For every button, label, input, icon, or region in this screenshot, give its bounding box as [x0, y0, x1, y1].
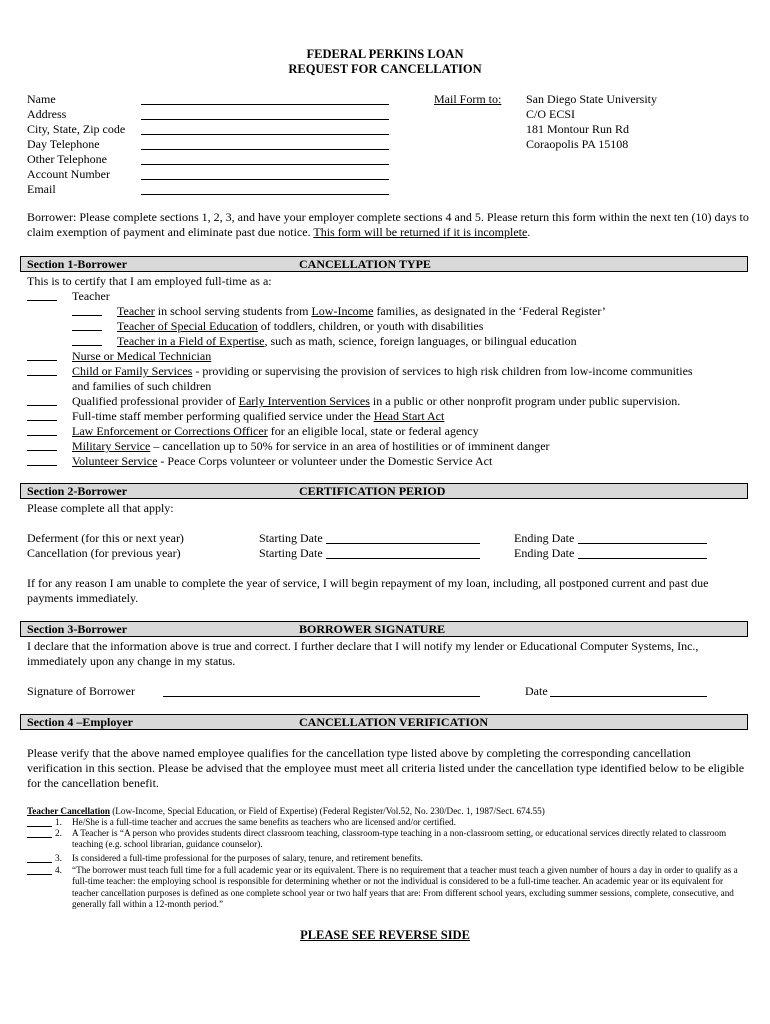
email-input-line[interactable]: [141, 194, 389, 195]
law-enforcement-blank[interactable]: [27, 435, 57, 436]
deferment-start-input[interactable]: [326, 543, 480, 544]
head-start-blank[interactable]: [27, 420, 57, 421]
criteria4-num: 4.: [55, 865, 62, 875]
cancellation-start-input[interactable]: [326, 558, 480, 559]
section3-title: BORROWER SIGNATURE: [299, 622, 446, 636]
field-label-address: Address: [27, 107, 67, 121]
criteria1-blank[interactable]: [27, 826, 52, 827]
deferment-label: Deferment (for this or next year): [27, 531, 184, 545]
field-label-name: Name: [27, 92, 56, 106]
day-phone-input-line[interactable]: [141, 149, 389, 150]
teacher-low-income-blank[interactable]: [72, 315, 102, 316]
mail-to-line3: 181 Montour Run Rd: [526, 122, 630, 136]
section3-declaration: I declare that the information above is true and correct. I further declare that I will notify my lender or Educational Computer Systems, Inc., immediately upon any change in my status.: [27, 639, 699, 668]
section3-header: [20, 621, 748, 637]
section4-title: CANCELLATION VERIFICATION: [299, 715, 489, 729]
item-volunteer: Volunteer Service - Peace Corps volunteer or volunteer under the Domestic Service Act: [72, 454, 493, 468]
field-label-email: Email: [27, 182, 56, 196]
city-input-line[interactable]: [141, 134, 389, 135]
item-head-start: Full-time staff member performing qualified service under the Head Start Act: [72, 409, 445, 423]
section2-title: CERTIFICATION PERIOD: [299, 484, 446, 498]
section1-title: CANCELLATION TYPE: [299, 257, 431, 271]
criteria1-text: He/She is a full-time teacher and accrues the same benefits as teachers who are licensed and/or certified.: [72, 817, 456, 827]
teacher-item-expertise: Teacher in a Field of Expertise, such as math, science, foreign languages, or bilingual education: [117, 334, 577, 348]
nurse-blank[interactable]: [27, 360, 57, 361]
criteria4-text: “The borrower must teach full time for a full academic year or its equivalent. There is no requirement that a teacher must teach a given number of hours a day in order to qualify as a full-time teacher: the employing school is responsible for determining whether or not the individual is considered to be a full-time teacher. An academic year or its equivalent for teacher cancellation purposes is defined as one complete school year or two half years that are: From different school years, excluding summer sessions, complete, consecutive, and generally fall within a 12-month period.”: [72, 865, 738, 910]
form-title-line1: FEDERAL PERKINS LOAN: [306, 47, 464, 61]
cancellation-start-label: Starting Date: [259, 546, 323, 560]
see-reverse-side: PLEASE SEE REVERSE SIDE: [300, 928, 470, 942]
criteria4-blank[interactable]: [27, 874, 52, 875]
deferment-end-label: Ending Date: [514, 531, 575, 545]
field-label-other-phone: Other Telephone: [27, 152, 107, 166]
deferment-end-input[interactable]: [578, 543, 707, 544]
item-child-family-cont: and families of such children: [72, 379, 212, 393]
early-intervention-blank[interactable]: [27, 405, 57, 406]
date-input-line[interactable]: [550, 696, 707, 697]
criteria2-blank[interactable]: [27, 837, 52, 838]
mail-to-line1: San Diego State University: [526, 92, 657, 106]
criteria2-text: A Teacher is “A person who provides students direct classroom teaching, classroom-type teaching in a non-classroom setting, or educational services directly related to classroom teaching (e.g. school librarian, guidance counselor).: [72, 828, 727, 850]
section2-header: [20, 483, 748, 499]
instructions: Borrower: Please complete sections 1, 2, 3, and have your employer complete sections 4 and 5. Please return this form within the next ten (10) days to claim exemption of payment and eliminate past due notice. This form will be returned if it is incomplete.: [27, 210, 749, 239]
teacher-item-low-income: Teacher in school serving students from Low-Income families, as designated in the ‘Federal Register’: [117, 304, 606, 318]
cancellation-end-label: Ending Date: [514, 546, 575, 560]
deferment-start-label: Starting Date: [259, 531, 323, 545]
section1-intro: This is to certify that I am employed full-time as a:: [27, 274, 272, 288]
form-title-line2: REQUEST FOR CANCELLATION: [288, 62, 482, 76]
volunteer-blank[interactable]: [27, 465, 57, 466]
criteria2-num: 2.: [55, 828, 62, 838]
mail-to-label: Mail Form to:: [434, 92, 502, 106]
item-nurse: Nurse or Medical Technician: [72, 349, 212, 363]
section2-note: If for any reason I am unable to complete the year of service, I will begin repayment of my loan, including, all postponed current and past due payments immediately.: [27, 576, 709, 605]
teacher-expertise-blank[interactable]: [72, 345, 102, 346]
section4-instructions: Please verify that the above named employee qualifies for the cancellation type listed above by completing the corresponding cancellation verification in this section. Please be advised that the employee must meet all criteria listed under the cancellation type identified below to be eligible for the cancellation benefit.: [27, 746, 745, 790]
cancellation-end-input[interactable]: [578, 558, 707, 559]
signature-label: Signature of Borrower: [27, 684, 135, 698]
section3-label: Section 3-Borrower: [27, 622, 128, 636]
criteria1-num: 1.: [55, 817, 62, 827]
section4-header: [20, 714, 748, 730]
item-early-intervention: Qualified professional provider of Early Intervention Services in a public or other nonprofit program under public supervision.: [72, 394, 681, 408]
field-label-city: City, State, Zip code: [27, 122, 126, 136]
section2-intro: Please complete all that apply:: [27, 501, 174, 515]
teacher-special-ed-blank[interactable]: [72, 330, 102, 331]
criteria3-blank[interactable]: [27, 862, 52, 863]
field-label-day-phone: Day Telephone: [27, 137, 100, 151]
field-label-account: Account Number: [27, 167, 110, 181]
criteria3-num: 3.: [55, 853, 62, 863]
teacher-label: Teacher: [72, 289, 110, 303]
date-label: Date: [525, 684, 548, 698]
mail-to-line2: C/O ECSI: [526, 107, 576, 121]
criteria3-text: Is considered a full-time professional for the purposes of salary, tenure, and retirement benefits.: [72, 853, 423, 863]
child-family-blank[interactable]: [27, 375, 57, 376]
item-military: Military Service – cancellation up to 50% for service in an area of hostilities or of imminent danger: [72, 439, 550, 453]
section4-label: Section 4 –Employer: [27, 715, 133, 729]
military-blank[interactable]: [27, 450, 57, 451]
name-input-line[interactable]: [141, 104, 389, 105]
section1-header: [20, 256, 748, 272]
teacher-item-special-ed: Teacher of Special Education of toddlers, children, or youth with disabilities: [117, 319, 484, 333]
cancellation-label: Cancellation (for previous year): [27, 546, 181, 560]
signature-input-line[interactable]: [163, 696, 480, 697]
account-input-line[interactable]: [141, 179, 389, 180]
address-input-line[interactable]: [141, 119, 389, 120]
section1-label: Section 1-Borrower: [27, 257, 128, 271]
teacher-checkbox-blank[interactable]: [27, 300, 57, 301]
item-law-enforcement: Law Enforcement or Corrections Officer for an eligible local, state or federal agency: [72, 424, 479, 438]
item-child-family: Child or Family Services - providing or supervising the provision of services to high risk children from low-income communities: [72, 364, 693, 378]
mail-to-line4: Coraopolis PA 15108: [526, 137, 629, 151]
section2-label: Section 2-Borrower: [27, 484, 128, 498]
teacher-cancellation-heading: Teacher Cancellation (Low-Income, Special Education, or Field of Expertise) (Federal Register/Vol.52, No. 230/Dec. 1, 1987/Sect. 674.55): [27, 806, 545, 816]
other-phone-input-line[interactable]: [141, 164, 389, 165]
